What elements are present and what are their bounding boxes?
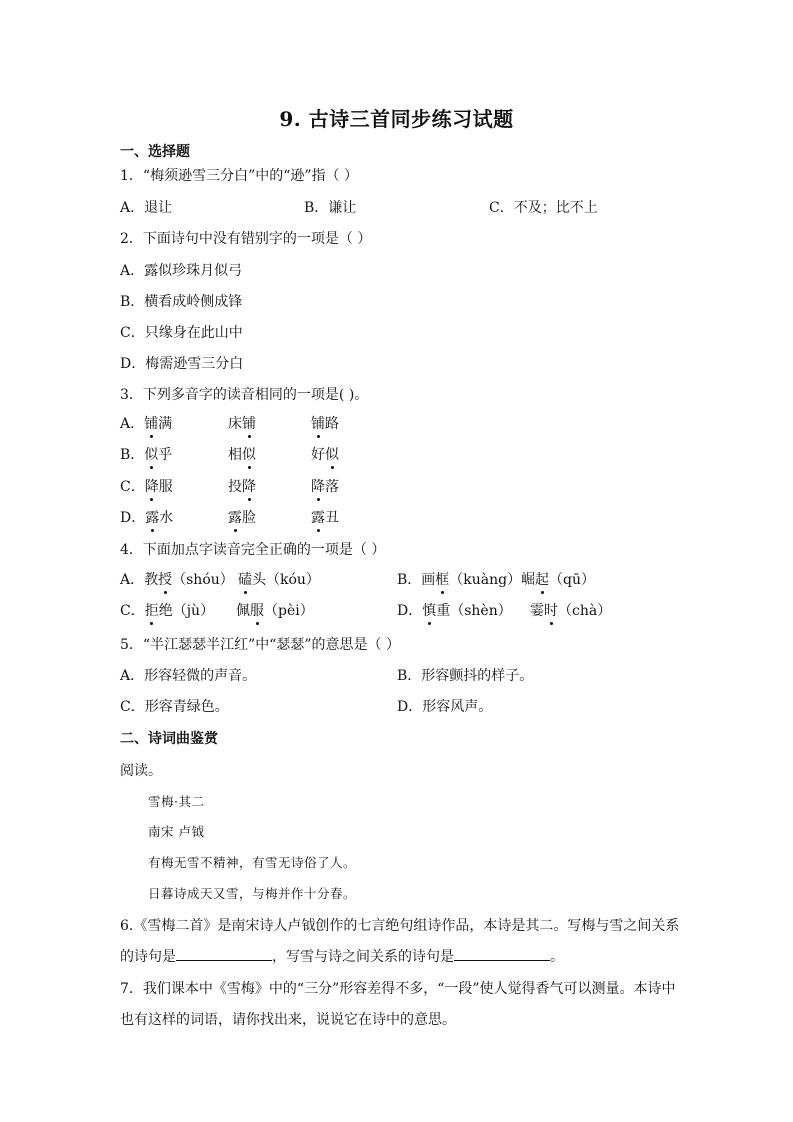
- question-3-option-c: C．降服: [120, 476, 173, 496]
- question-4-option-c: C．拒绝（jù）: [120, 600, 214, 620]
- question-4-option-a: A．教授（shóu）: [120, 569, 234, 589]
- question-3-option-d-word-3: 露丑: [311, 507, 339, 527]
- question-1-stem: 1．“梅须逊雪三分白”中的“逊”指（ ）: [120, 168, 358, 184]
- dotted-char: 慎: [422, 600, 436, 620]
- dotted-char: 起: [535, 569, 549, 589]
- dotted-char: 磕: [238, 569, 252, 589]
- question-2-option-b: B．横看成岭侧成锋: [120, 294, 243, 310]
- question-6-line-1: 6.《雪梅二首》是南宋诗人卢钺创作的七言绝句组诗作品，本诗是其二。写梅与雪之间关系: [120, 918, 680, 934]
- poem-title: 雪梅·其二: [148, 794, 205, 809]
- dotted-char: 拒: [145, 600, 159, 620]
- question-3-stem: 3．下列多音字的读音相同的一项是( )。: [120, 387, 369, 403]
- dotted-char: 服: [250, 600, 264, 620]
- question-3-option-d-word-2: 露脸: [228, 507, 256, 527]
- question-3-option-b: B．似乎: [120, 444, 172, 464]
- section-heading-poetry: 二、诗词曲鉴赏: [120, 731, 218, 747]
- question-2-stem: 2．下面诗句中没有错别字的一项是（ ）: [120, 231, 372, 247]
- question-2-option-c: C．只缘身在此山中: [120, 325, 243, 341]
- dotted-char: 铺: [311, 413, 325, 433]
- dotted-char: 铺: [144, 413, 158, 433]
- question-2-option-d: D．梅需逊雪三分白: [120, 356, 244, 372]
- question-3-option-d: D．露水: [120, 507, 173, 527]
- read-instruction: 阅读。: [120, 763, 162, 779]
- dotted-char: 降: [145, 476, 159, 496]
- question-3-option-c-word-3: 降落: [311, 476, 339, 496]
- answer-blank-1[interactable]: [176, 946, 272, 961]
- question-5-stem: 5．“半江瑟瑟半江红”中“瑟瑟”的意思是（ ）: [120, 637, 400, 653]
- question-2-option-a: A．露似珍珠月似弓: [120, 263, 243, 279]
- dotted-char: 框: [435, 569, 449, 589]
- dotted-char: 露: [145, 507, 159, 527]
- question-7-line-2: 也有这样的词语，请你找出来，说说它在诗中的意思。: [120, 1012, 456, 1028]
- dotted-char: 似: [325, 444, 339, 464]
- question-1-option-a: A．退让: [120, 200, 173, 216]
- question-3-option-c-word-2: 投降: [228, 476, 256, 496]
- question-4-stem: 4．下面加点字读音完全正确的一项是（ ）: [120, 542, 386, 558]
- question-3-option-b-word-2: 相似: [228, 444, 256, 464]
- poem-line-1: 有梅无雪不精神，有雪无诗俗了人。: [148, 855, 357, 870]
- dotted-char: 似: [144, 444, 158, 464]
- question-5-option-a: A．形容轻微的声音。: [120, 668, 257, 684]
- question-5-option-b: B．形容颤抖的样子。: [397, 668, 534, 684]
- question-4-option-b: B．画框（kuàng）: [397, 569, 521, 589]
- question-6-line-2: 的诗句是 ，写雪与诗之间关系的诗句是 。: [120, 946, 564, 966]
- dotted-char: 露: [311, 507, 325, 527]
- question-4-option-a-word-2: 磕头（kóu）: [238, 569, 320, 589]
- page-title: 9. 古诗三首同步练习试题: [279, 107, 514, 131]
- question-4-option-b-word-2: 崛起（qū）: [521, 569, 595, 589]
- question-3-option-b-word-3: 好似: [311, 444, 339, 464]
- question-3-option-a-word-3: 铺路: [311, 413, 339, 433]
- question-5-option-d: D．形容风声。: [397, 699, 493, 715]
- question-7-line-1: 7．我们课本中《雪梅》中的“三分”形容差得不多，“一段”使人觉得香气可以测量。本诗中: [120, 981, 676, 997]
- dotted-char: 授: [158, 569, 172, 589]
- question-4-option-d-word-2: 霎时（chà）: [530, 600, 611, 620]
- answer-blank-2[interactable]: [454, 946, 550, 961]
- question-3-option-a: A．铺满: [120, 413, 172, 433]
- question-3-option-a-word-2: 床铺: [228, 413, 256, 433]
- question-4-option-d: D．慎重（shèn）: [397, 600, 512, 620]
- dotted-char: 露: [228, 507, 242, 527]
- question-1-option-c: C．不及；比不上: [489, 200, 598, 216]
- dotted-char: 时: [544, 600, 558, 620]
- dotted-char: 似: [242, 444, 256, 464]
- question-4-option-c-word-2: 佩服（pèi）: [236, 600, 314, 620]
- question-1-option-b: B．谦让: [304, 200, 357, 216]
- poem-line-2: 日暮诗成天又雪，与梅并作十分春。: [148, 886, 357, 901]
- dotted-char: 铺: [242, 413, 256, 433]
- dotted-char: 降: [242, 476, 256, 496]
- section-heading-choice: 一、选择题: [120, 144, 190, 160]
- dotted-char: 降: [311, 476, 325, 496]
- poem-author: 南宋 卢钺: [148, 824, 205, 839]
- question-5-option-c: C．形容青绿色。: [120, 699, 229, 715]
